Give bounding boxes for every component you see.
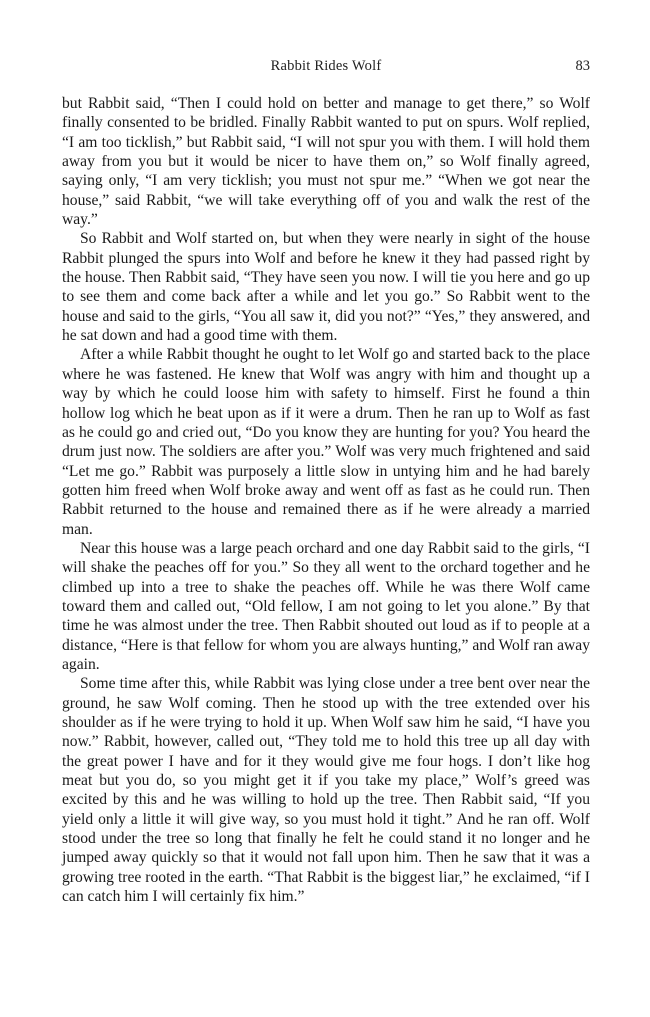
- paragraph: Some time after this, while Rabbit was lying close under a tree bent over near the ground, he saw Wolf coming. Then he stood up with the tree extended over his shoulder as if he were trying to hold it up. When Wolf saw him he said, “I have you now.” Rabbit, however, called out, “They told me to hold this tree up all day with the great power I have and for it they would give me four hogs. I don’t like hog meat but you do, so you might get it if you take my place,” Wolf’s greed was excited by this and he was willing to hold up the tree. Then Rabbit said, “If you yield only a little it will give way, so you must hold it tight.” And he ran off. Wolf stood under the tree so long that finally he felt he could stand it no longer and he jumped away quickly so that it would not fall upon him. Then he saw that it was a growing tree rooted in the earth. “That Rabbit is the biggest liar,” he exclaimed, “if I can catch him I will certainly fix him.”: [62, 675, 590, 906]
- paragraph: Near this house was a large peach orchard and one day Rabbit said to the girls, “I will shake the peaches off for you.” So they all went to the orchard together and he climbed up into a tree to shake the peaches off. While he was there Wolf came toward them and called out, “Old fellow, I am not going to let you alone.” By that time he was almost under the tree. Then Rabbit shouted out loud as if to people at a distance, “Here is that fellow for whom you are always hunting,” and Wolf ran away again.: [62, 539, 590, 673]
- running-head: [62, 58, 590, 78]
- paragraph-continued: but Rabbit said, “Then I could hold on better and manage to get there,” so Wolf finally consented to be bridled. Finally Rabbit wanted to put on spurs. Wolf replied, “I am too ticklish,” but Rabbit said, “I will not spur you with them. I will hold them away from you but it would be nicer to have them on,” so Wolf finally agreed, saying only, “I am very ticklish; you must not spur me.” “When we got near the house,” said Rabbit, “we will take everything off of you and walk the rest of the way.”: [62, 95, 590, 229]
- running-title: Rabbit Rides Wolf: [270, 58, 382, 74]
- paragraph: After a while Rabbit thought he ought to let Wolf go and started back to the place where he was fastened. He knew that Wolf was angry with him and thought up a way by which he could loose him with safety to himself. First he found a thin hollow log which he beat upon as if it were a drum. Then he ran up to Wolf as fast as he could go and cried out, “Do you know they are hunting for you? You heard the drum just now. The soldiers are after you.” Wolf was very much frightened and said “Let me go.” Rabbit was purposely a little slow in untying him and he had barely gotten him freed when Wolf broke away and went off as fast as he could run. Then Rabbit returned to the house and remained there as if he were already a married man.: [62, 346, 590, 538]
- paragraph: So Rabbit and Wolf started on, but when they were nearly in sight of the house Rabbit plunged the spurs into Wolf and before he knew it they had passed right by the house. Then Rabbit said, “They have seen you now. I will tie you here and go up to see them and come back after a while and let you go.” So Rabbit went to the house and said to the girls, “You all saw it, did you not?” “Yes,” they answered, and he sat down and had a good time with them.: [62, 230, 590, 345]
- body-text: [62, 94, 590, 906]
- page-number: 83: [575, 58, 590, 74]
